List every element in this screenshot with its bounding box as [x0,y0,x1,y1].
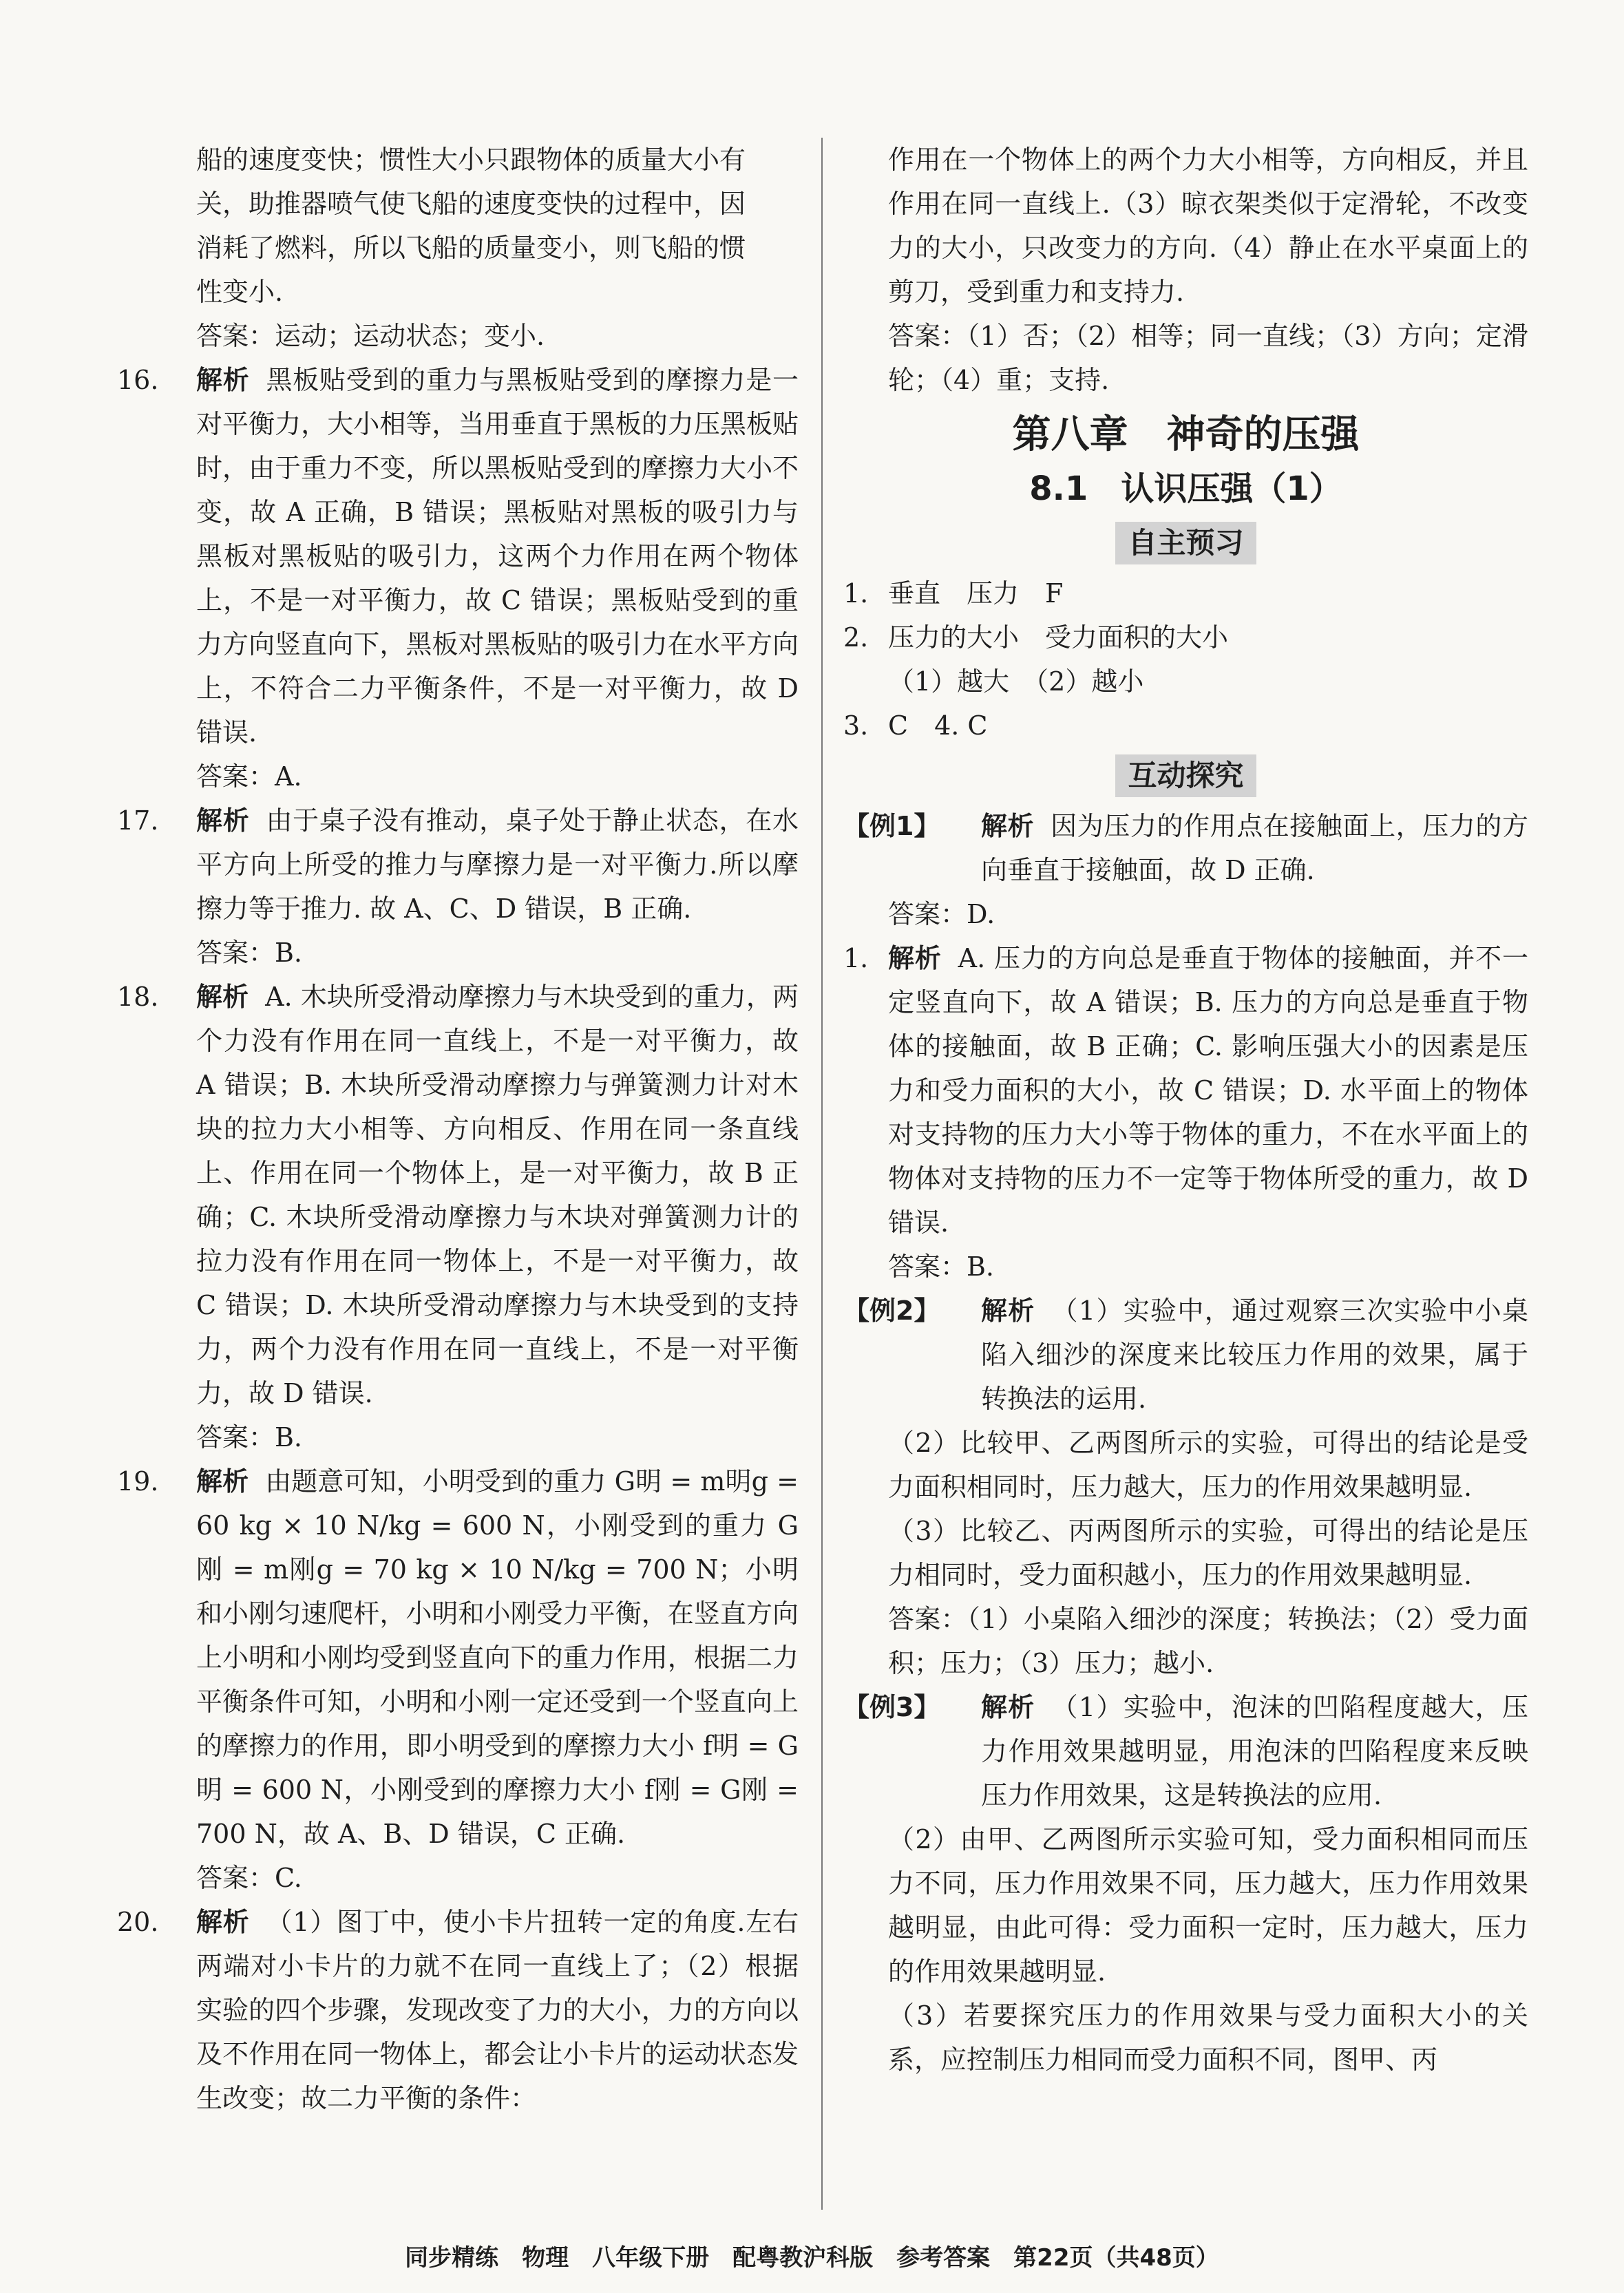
preview-banner-row [843,522,1528,566]
analysis-text: A. 压力的方向总是垂直于物体的接触面，并不一定竖直向下，故 A 错误；B. 压力的方向总是垂直于物体的接触面，故 B 正确；C. 影响压强大小的因素是压力和受力面积的大小，故 C 错误；D. 水平面上的物体对支持物的压力大小等于物体的重力，不在水平面上的物体对支持物的压力不一定等于物体所受的重力，故 D 错误. [888,943,1528,1238]
left-column [117,138,799,2120]
example-tag: 【例1】 [843,811,940,841]
example-tag: 【例3】 [843,1692,940,1722]
question-16 [117,358,799,754]
question-17 [117,799,799,931]
question-18 [117,975,799,1415]
question-number: 19. [117,1466,159,1497]
analysis-label: 解析 [196,365,250,395]
preview-item [843,704,1528,748]
analysis-label: 解析 [196,982,249,1012]
analysis-label: 解析 [888,943,942,973]
analysis-text: 因为压力的作用点在接触面上，压力的方向垂直于接触面，故 D 正确. [981,811,1528,885]
question-number: 16. [117,365,159,395]
analysis-text: （1）图丁中，使小卡片扭转一定的角度.左右两端对小卡片的力就不在同一直线上了；（2）根据实验的四个步骤，发现改变了力的大小，力的方向以及不作用在同一物体上，都会让小卡片的运动状态发生改变；故二力平衡的条件： [196,1907,799,2113]
answer: 答案：（1）否；（2）相等；同一直线；（3）方向；定滑轮；（4）重；支持. [888,321,1528,395]
example-tag: 【例2】 [843,1296,940,1326]
answer: 答案：（1）小桌陷入细沙的深度；转换法；（2）受力面积；压力；（3）压力；越小. [888,1604,1528,1678]
example-3 [843,1685,1528,1817]
page-footer: 同步精练 物理 八年级下册 配粤教沪科版 参考答案 第22页（共48页） [405,2244,1219,2272]
analysis-text: （1）实验中，泡沫的凹陷程度越大，压力作用效果越明显，用泡沫的凹陷程度来反映压力作用效果，这是转换法的应用. [981,1692,1528,1810]
analysis-paragraph: （3）比较乙、丙两图所示的实验，可得出的结论是压力相同时，受力面积越小，压力的作用效果越明显. [888,1516,1528,1590]
analysis-label: 解析 [196,805,250,836]
column-divider [821,138,823,2210]
question-number: 1. [843,943,869,973]
item-number: 2. [843,622,869,653]
example-1 [843,804,1528,892]
analysis-label: 解析 [981,811,1035,841]
intro-line: 消耗了燃料，所以飞船的质量变小，则飞船的惯 [196,233,746,263]
question-1 [843,936,1528,1245]
answer: 答案：C. [196,1863,302,1893]
question-number: 18. [117,982,159,1012]
continued-text: 作用在一个物体上的两个力大小相等，方向相反，并且作用在同一直线上.（3）晾衣架类似于定滑轮，不改变力的大小，只改变力的方向.（4）静止在水平桌面上的剪刀，受到重力和支持力. [888,145,1528,307]
item-text: （1）越大 （2）越小 [888,666,1144,697]
analysis-label: 解析 [196,1466,249,1497]
analysis-paragraph: （2）比较甲、乙两图所示的实验，可得出的结论是受力面积相同时，压力越大，压力的作用效果越明显. [888,1428,1528,1502]
analysis-text: （1）实验中，通过观察三次实验中小桌陷入细沙的深度来比较压力作用的效果，属于转换法的运用. [981,1296,1528,1414]
answer: 答案：B. [196,938,303,968]
chapter-title: 第八章 神奇的压强 [1012,412,1360,457]
item-text: C 4. C [888,710,988,741]
explore-banner: 互动探究 [1115,754,1256,797]
analysis-paragraph: （2）由甲、乙两图所示实验可知，受力面积相同而压力不同，压力作用效果不同，压力越大，压力作用效果越明显，由此可得：受力面积一定时，压力越大，压力的作用效果越明显. [888,1824,1528,1987]
question-number: 20. [117,1907,159,1937]
right-column [843,138,1528,2082]
item-number: 3. [843,710,869,741]
section-title: 8.1 认识压强（1） [1029,469,1342,508]
answer: 答案：B. [196,1422,303,1452]
preview-banner: 自主预习 [1115,522,1256,564]
intro-line: 性变小. [196,277,284,307]
answer: 答案：B. [888,1251,995,1282]
answer: 答案：A. [196,761,302,792]
intro-answer: 答案：运动；运动状态；变小. [196,321,545,351]
explore-banner-row [843,754,1528,799]
analysis-text: 由于桌子没有推动，桌子处于静止状态，在水平方向上所受的推力与摩擦力是一对平衡力.所以摩擦力等于推力. 故 A、C、D 错误，B 正确. [196,805,799,924]
preview-item [843,571,1528,615]
analysis-text: 黑板贴受到的重力与黑板贴受到的摩擦力是一对平衡力，大小相等，当用垂直于黑板的力压黑板贴时，由于重力不变，所以黑板贴受到的摩擦力大小不变，故 A 正确，B 错误；黑板贴对黑板的吸引力与黑板对黑板贴的吸引力，这两个力作用在两个物体上，不是一对平衡力，故 C 错误；黑板贴受到的重力方向竖直向下，黑板对黑板贴的吸引力在水平方向上，不符合二力平衡条件，不是一对平衡力，故 D 错误. [196,365,799,748]
preview-item [843,659,1528,704]
analysis-label: 解析 [981,1692,1035,1722]
analysis-paragraph: （3）若要探究压力的作用效果与受力面积大小的关系，应控制压力相同而受力面积不同，图甲、丙 [888,2000,1528,2075]
item-text: 压力的大小 受力面积的大小 [888,622,1229,653]
intro-line: 关，助推器喷气使飞船的速度变快的过程中，因 [196,189,746,219]
example-2 [843,1289,1528,1421]
preview-item [843,615,1528,659]
analysis-label: 解析 [196,1907,250,1937]
intro-line: 船的速度变快；惯性大小只跟物体的质量大小有 [196,145,746,175]
question-19 [117,1459,799,1856]
question-number: 17. [117,805,159,836]
analysis-label: 解析 [981,1296,1035,1326]
item-text: 垂直 压力 F [888,578,1064,609]
analysis-text: 由题意可知，小明受到的重力 G明 = m明g = 60 kg × 10 N/kg = 600 N，小刚受到的重力 G刚 = m刚g = 70 kg × 10 N/kg = 700 N；小明和小刚匀速爬杆，小明和小刚受力平衡，在竖直方向上小明和小刚均受到竖直向下的重力作用，根据二力平衡条件可知，小明和小刚一定还受到一个竖直向上的摩擦力的作用，即小明受到的摩擦力大小 f明 = G明 = 600 N，小刚受到的摩擦力大小 f刚 = G刚 = 700 N，故 A、B、D 错误，C 正确. [196,1466,799,1849]
item-number: 1. [843,578,869,609]
analysis-text: A. 木块所受滑动摩擦力与木块受到的重力，两个力没有作用在同一直线上，不是一对平衡力，故 A 错误；B. 木块所受滑动摩擦力与弹簧测力计对木块的拉力大小相等、方向相反、作用在同一条直线上、作用在同一个物体上，是一对平衡力，故 B 正确；C. 木块所受滑动摩擦力与木块对弹簧测力计的拉力没有作用在同一物体上，不是一对平衡力，故 C 错误；D. 木块所受滑动摩擦力与木块受到的支持力，两个力没有作用在同一直线上，不是一对平衡力，故 D 错误. [196,982,799,1408]
answer: 答案：D. [888,899,995,929]
question-20 [117,1900,799,2120]
